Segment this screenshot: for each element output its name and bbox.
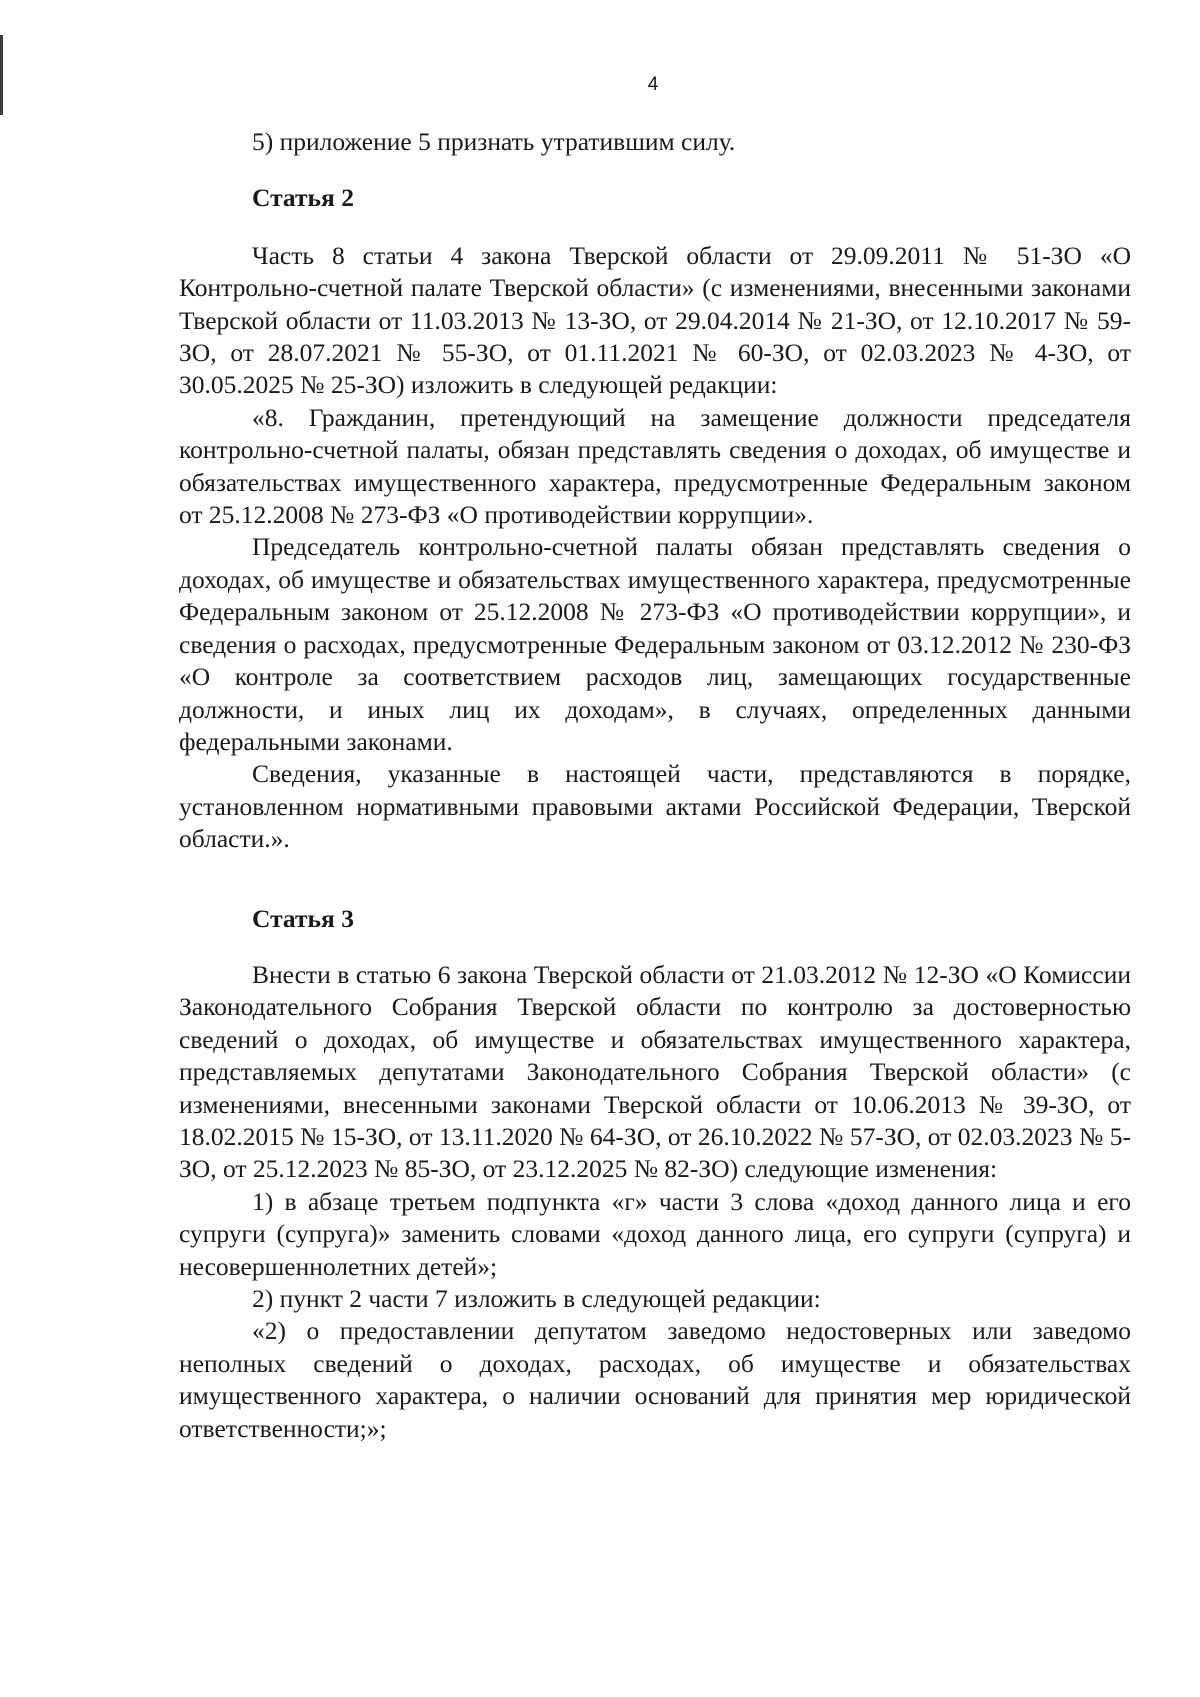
article-2-heading: Статья 2 (252, 183, 354, 213)
article-3-paragraph: «2) о предоставлении депутатом заведомо недостоверных или заведомо неполных сведений о доходах, расходах, об имуществе и обязательствах имущественного характера, о наличии оснований для принятия мер юридической ответственности;»; (179, 1316, 1131, 1443)
page-number: 4 (647, 74, 659, 95)
article-3-paragraph: Внести в статью 6 закона Тверской области от 21.03.2012 № 12-ЗО «О Комиссии Законодательного Собрания Тверской области по контролю за достоверностью сведений о доходах, об имуществе и обязательствах имущественного характера, представляемых депутатами Законодательного Собрания Тверской области» (с изменениями, внесенными законами Тверской области от 10.06.2013 № 39-ЗО, от 18.02.2015 № 15-ЗО, от 13.11.2020 № 64-ЗО, от 26.10.2022 № 57-ЗО, от 02.03.2023 № 5-ЗО, от 25.12.2023 № 85-ЗО, от 23.12.2025 № 82-ЗО) следующие изменения: (179, 959, 1131, 1184)
document-body (179, 126, 1131, 1445)
article-2-paragraph: «8. Гражданин, претендующий на замещение должности председателя контрольно-счетной палаты, обязан представлять сведения о доходах, об имуществе и обязательствах имущественного характера, предусмотренные Федеральным законом от 25.12.2008 № 273-ФЗ «О противодействии коррупции». (179, 402, 1131, 530)
article-3-paragraph: 1) в абзаце третьем подпункта «г» части 3 слова «доход данного лица и его супруги (супруга)» заменить словами «доход данного лица, его супруги (супруга) и несовершеннолетних детей»; (179, 1186, 1131, 1281)
article-2-paragraph: Часть 8 статьи 4 закона Тверской области от 29.09.2011 № 51-ЗО «О Контрольно-счетной палате Тверской области» (с изменениями, внесенными законами Тверской области от 11.03.2013 № 13-ЗО, от 29.04.2014 № 21-ЗО, от 12.10.2017 № 59-ЗО, от 28.07.2021 № 55-ЗО, от 01.11.2021 № 60-ЗО, от 02.03.2023 № 4-ЗО, от 30.05.2025 № 25-ЗО) изложить в следующей редакции: (179, 240, 1131, 400)
article-2-paragraph: Сведения, указанные в настоящей части, представляются в порядке, установленном нормативными правовыми актами Российской Федерации, Тверской области.». (179, 759, 1131, 854)
article-3-paragraph: 2) пункт 2 части 7 изложить в следующей редакции: (252, 1284, 821, 1313)
intro-item: 5) приложение 5 признать утратившим силу. (252, 127, 736, 156)
article-3-heading: Статья 3 (252, 903, 354, 933)
article-2-paragraph: Председатель контрольно-счетной палаты обязан представлять сведения о доходах, об имуществе и обязательствах имущественного характера, предусмотренные Федеральным законом от 25.12.2008 № 273-ФЗ «О противодействии коррупции», и сведения о расходах, предусмотренные Федеральным законом от 03.12.2012 № 230-ФЗ «О контроле за соответствием расходов лиц, замещающих государственные должности, и иных лиц их доходам», в случаях, определенных данными федеральными законами. (179, 532, 1131, 756)
